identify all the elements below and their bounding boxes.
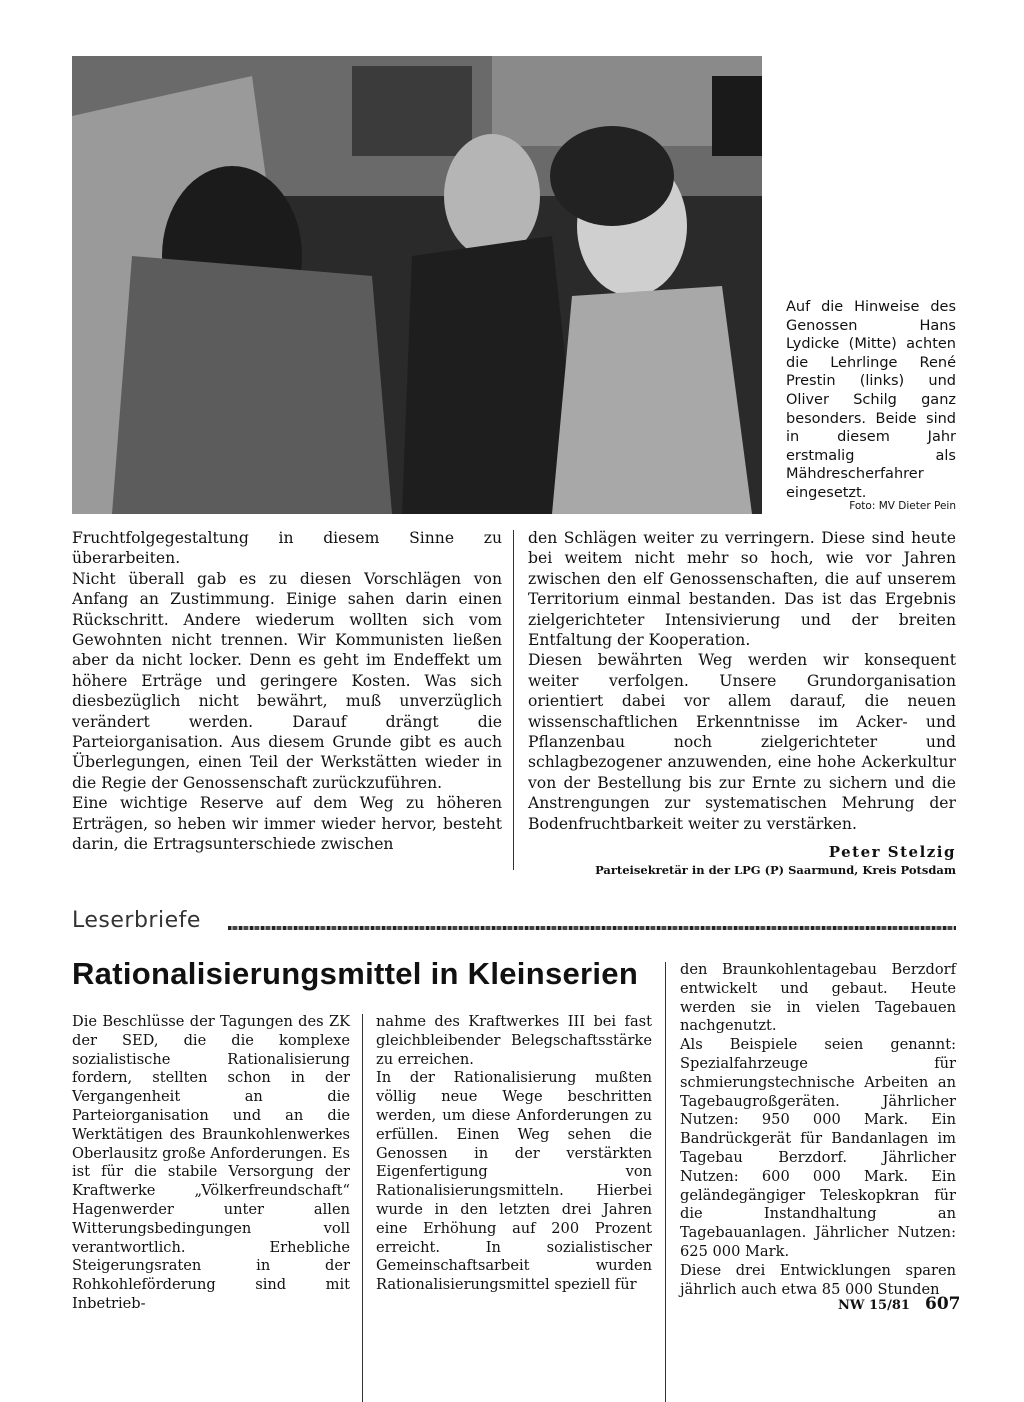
paragraph: Als Beispiele seien genannt: Spezialfahrzeuge für schmierungstechnische Arbeiten an Tagebaugroßgeräten. Jährlicher Nutzen: 950 000 Mark. Ein Bandrückgerät für Bandanlagen im Tagebau Berzdorf. Jährlicher Nutzen: 600 000 Mark. Ein geländegängiger Teleskopkran für die Instandhaltung an Tagebauanlagen. Jährlicher Nutzen: 625 000 Mark. — [680, 1036, 956, 1260]
article2-column-1 — [72, 1013, 350, 1314]
headline: Rationalisierungsmittel in Kleinserien — [72, 956, 639, 991]
section-title: Leserbriefe — [72, 908, 201, 933]
article2-column-2 — [376, 1013, 652, 1295]
column-divider — [513, 530, 514, 870]
paragraph: Nicht überall gab es zu diesen Vorschlägen von Anfang an Zustimmung. Einige sahen darin einen Rückschritt. Andere wiederum wollten sich vom Gewohnten nicht trennen. Wir Kommunisten ließen aber da nicht locker. Denn es geht im Endeffekt um höhere Erträge und geringere Kosten. Was sich diesbezüglich nicht bewährt, muß unverzüglich verändert werden. Darauf drängt die Parteiorganisation. Aus diesem Grunde gibt es auch Überlegungen, einen Teil der Werkstätten wieder in die Regie der Genossenschaft zurückzuführen. — [72, 569, 502, 792]
photo-caption — [786, 298, 956, 503]
paragraph: Fruchtfolgegestaltung in diesem Sinne zu überarbeiten. — [72, 529, 502, 568]
paragraph: Die Beschlüsse der Tagungen des ZK der SED, die die komplexe sozialistische Rationalisierung fordern, stellten schon in der Vergangenheit an die Parteiorganisation und an die Werktätigen des Braunkohlenwerkes Oberlausitz große Anforderungen. Es ist für die stabile Versorgung der Kraftwerke „Völkerfreundschaft“ Hagenwerder unter allen Witterungsbedingungen voll verantwortlich. Erhebliche Steigerungsraten in der Rohkohleförderung sind mit Inbetrieb- — [72, 1013, 350, 1312]
paragraph: den Braunkohlentagebau Berzdorf entwickelt und gebaut. Heute werden sie in vielen Tagebauen nachgenutzt. — [680, 961, 956, 1035]
photo-credit: Foto: MV Dieter Pein — [849, 500, 956, 512]
author-name: Peter Stelzig — [828, 843, 956, 861]
article-photo — [72, 56, 762, 514]
paragraph: Diesen bewährten Weg werden wir konsequent weiter verfolgen. Unsere Grundorganisation orientiert dabei vor allem darauf, die neuen wissenschaftlichen Erkenntnisse im Acker- und Pflanzenbau noch zielgerichteter und schlagbezogener anzuwenden, eine hohe Ackerkultur von der Bestellung bis zur Ernte zu sichern und die Anstrengungen zur systematischen Mehrung der Bodenfruchtbarkeit weiter zu verstärken. — [528, 651, 956, 833]
article2-column-3 — [680, 961, 956, 1299]
paragraph: Eine wichtige Reserve auf dem Weg zu höheren Erträgen, so heben wir immer wieder hervor, besteht darin, die Ertragsunterschiede zwischen — [72, 794, 502, 854]
column-divider — [665, 962, 666, 1402]
paragraph: In der Rationalisierung mußten völlig neue Wege beschritten werden, um diese Anforderungen zu erfüllen. Einen Weg sehen die Genossen in der verstärkten Eigenfertigung von Rationalisierungsmitteln. Hierbei wurde in den letzten drei Jahren eine Erhöhung auf 200 Prozent erreicht. In sozialistischer Gemeinschaftsarbeit wurden Rationalisierungsmittel speziell für — [376, 1069, 652, 1294]
paragraph: Diese drei Entwicklungen sparen jährlich auch etwa 85 000 Stunden — [680, 1261, 956, 1298]
photo-caption-text: Auf die Hinweise des Genossen Hans Lydicke (Mitte) achten die Lehrlinge René Prestin (links) und Oliver Schilg ganz besonders. Beide sind in diesem Jahr erstmalig als Mähdrescherfahrer eingesetzt. — [786, 299, 956, 501]
page-number: 607 — [925, 1294, 961, 1314]
article1-column-1 — [72, 528, 502, 855]
issue-label: NW 15/81 — [838, 1298, 910, 1313]
author-role: Parteisekretär in der LPG (P) Saarmund, Kreis Potsdam — [595, 863, 956, 877]
paragraph: nahme des Kraftwerkes III bei fast gleichbleibender Belegschaftsstärke zu erreichen. — [376, 1013, 652, 1068]
article1-column-2 — [528, 528, 956, 834]
photo-image — [72, 56, 762, 514]
section-rule — [228, 926, 956, 930]
column-divider — [362, 1014, 363, 1402]
paragraph: den Schlägen weiter zu verringern. Diese sind heute bei weitem nicht mehr so hoch, wie vor Jahren zwischen den elf Genossenschaften, die auf unserem Territorium einmal bestanden. Das ist das Ergebnis zielgerichteter Intensivierung und der breiten Entfaltung der Kooperation. — [528, 529, 956, 650]
